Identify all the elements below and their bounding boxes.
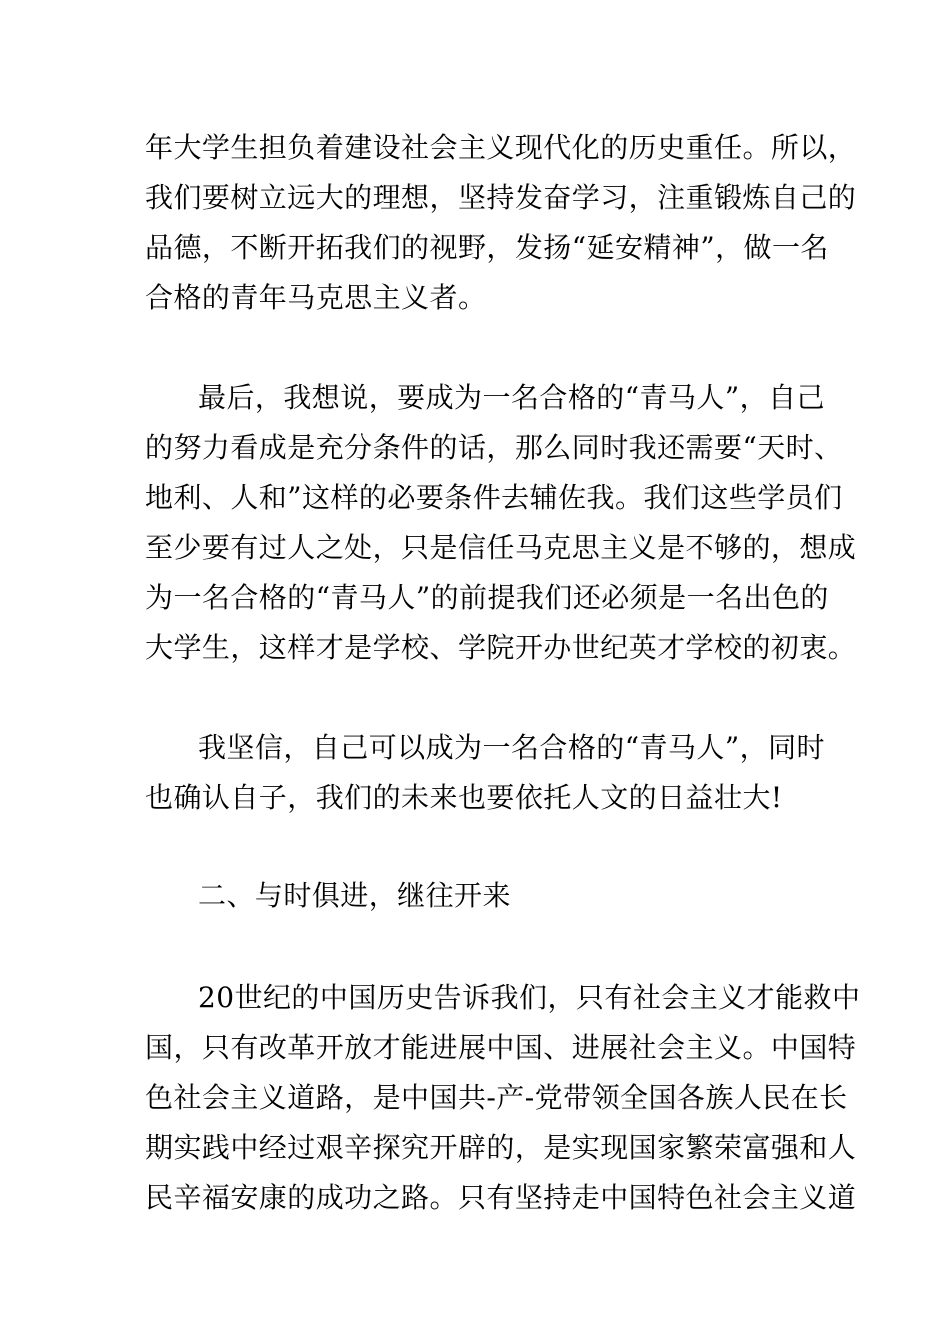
paragraph-1-line-2: 我们要树立远大的理想，坚持发奋学习，注重锻炼自己的 bbox=[145, 181, 857, 214]
paragraph-3-line-2: 也确认自子，我们的未来也要依托人文的日益壮大! bbox=[145, 781, 783, 814]
paragraph-4-line-5: 民辛福安康的成功之路。只有坚持走中国特色社会主义道 bbox=[145, 1181, 857, 1214]
paragraph-2-line-5: 为一名合格的“青马人”的前提我们还必须是一名出色的 bbox=[145, 581, 829, 614]
paragraph-2-line-1: 最后，我想说，要成为一名合格的“青马人”，自己 bbox=[198, 381, 825, 414]
paragraph-4-line-1: 20世纪的中国历史告诉我们，只有社会主义才能救中 bbox=[198, 981, 861, 1014]
paragraph-3-line-1: 我坚信，自己可以成为一名合格的“青马人”，同时 bbox=[198, 731, 825, 764]
paragraph-4-line-2: 国，只有改革开放才能进展中国、进展社会主义。中国特 bbox=[145, 1031, 857, 1064]
paragraph-2-line-6: 大学生，这样才是学校、学院开办世纪英才学校的初衷。 bbox=[145, 631, 857, 664]
paragraph-4-line-3: 色社会主义道路，是中国共-产-党带领全国各族人民在长 bbox=[145, 1081, 848, 1114]
paragraph-1-line-3: 品德，不断开拓我们的视野，发扬“延安精神”，做一名 bbox=[145, 231, 829, 264]
paragraph-2-line-2: 的努力看成是充分条件的话，那么同时我还需要“天时、 bbox=[145, 431, 843, 464]
paragraph-4-line-4: 期实践中经过艰辛探究开辟的，是实现国家繁荣富强和人 bbox=[145, 1131, 857, 1164]
paragraph-1-line-4: 合格的青年马克思主义者。 bbox=[145, 281, 487, 314]
section-heading: 二、与时俱进，继往开来 bbox=[198, 879, 511, 912]
paragraph-2-line-4: 至少要有过人之处，只是信任马克思主义是不够的，想成 bbox=[145, 531, 857, 564]
paragraph-2-line-3: 地利、人和”这样的必要条件去辅佐我。我们这些学员们 bbox=[145, 481, 843, 514]
paragraph-1-line-1: 年大学生担负着建设社会主义现代化的历史重任。所以， bbox=[145, 131, 857, 164]
